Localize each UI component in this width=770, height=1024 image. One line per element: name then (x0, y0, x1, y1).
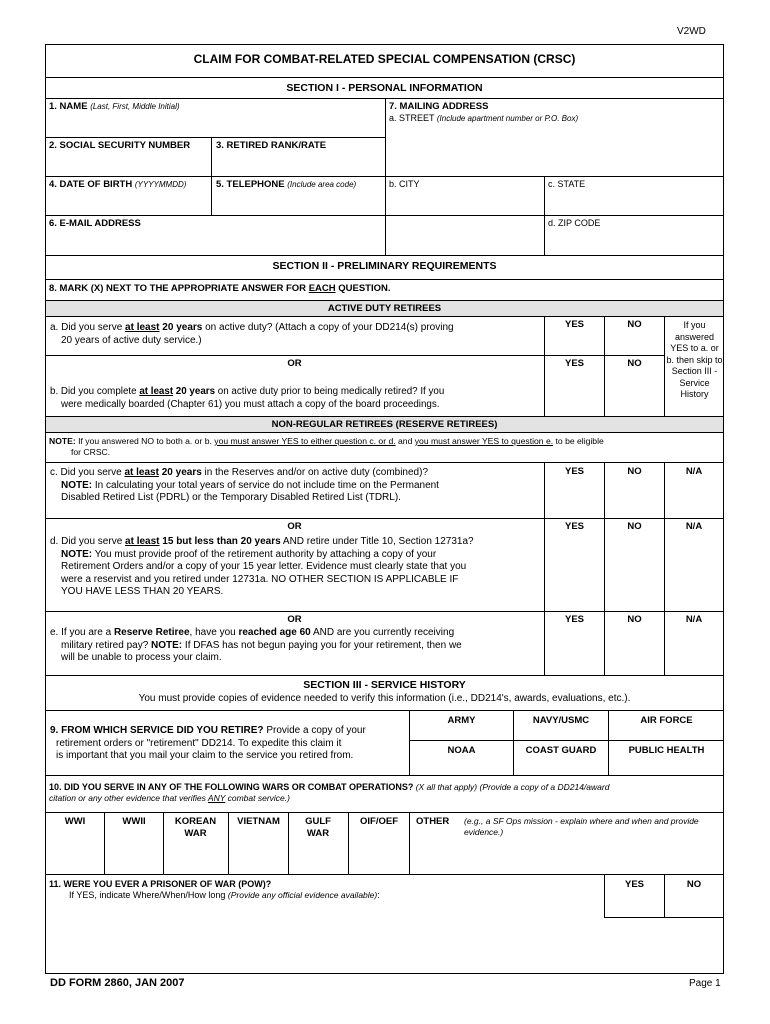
form-title: CLAIM FOR COMBAT-RELATED SPECIAL COMPENSATION (CRSC) (193, 52, 576, 66)
war-korean[interactable]: KOREAN WAR (174, 816, 217, 839)
rank-input[interactable] (212, 152, 384, 175)
war-other[interactable]: OTHER (416, 816, 450, 827)
nonreg-note: NOTE: If you answered NO to both a. or b. you must answer YES to either question c. or d. and you must answer YES to question e. to be eligible for CRSC. (49, 436, 604, 457)
other-hint: (e.g., a SF Ops mission - explain where and when and provide evidence.) (464, 816, 699, 837)
a-no-option[interactable]: NO (627, 319, 642, 330)
e-na-option[interactable]: N/A (685, 614, 703, 625)
d-na-option[interactable]: N/A (685, 521, 703, 532)
or-divider-cd: OR (287, 521, 302, 532)
street-input[interactable] (386, 125, 723, 175)
form-code: V2WD (677, 26, 706, 37)
section1-header: SECTION I - PERSONAL INFORMATION (286, 82, 483, 94)
ssn-input[interactable] (46, 152, 210, 175)
mailing-address-label: 7. MAILING ADDRESS (389, 101, 489, 112)
state-label: c. STATE (548, 179, 586, 189)
phone-input[interactable] (212, 191, 384, 214)
phone-label: 5. TELEPHONE (Include area code) (216, 179, 357, 190)
war-wwii[interactable]: WWII (122, 816, 146, 827)
d-no-option[interactable]: NO (627, 521, 642, 532)
b-yes-option[interactable]: YES (564, 358, 584, 369)
war-gulf[interactable]: GULF WAR (305, 816, 331, 839)
zip-input[interactable] (545, 230, 723, 254)
q8-label: 8. MARK (X) NEXT TO THE APPROPRIATE ANSWER FOR EACH QUESTION. (49, 283, 391, 294)
rank-label: 3. RETIRED RANK/RATE (216, 140, 327, 151)
pow-no-option[interactable]: NO (686, 879, 702, 890)
question-a: a. Did you serve at least 20 years on active duty? (Attach a copy of your DD214(s) proving 20 years of active duty service.) (50, 322, 454, 346)
zip-label: d. ZIP CODE (548, 218, 601, 228)
question-e: e. If you are a Reserve Retiree, have you reached age 60 AND are you currently receiving military retired pay? NOTE: If DFAS has not begun paying you for your retirement, then we will be unable to process your claim. (50, 627, 462, 663)
non-regular-header: NON-REGULAR RETIREES (RESERVE RETIREES) (46, 417, 723, 432)
c-no-option[interactable]: NO (627, 466, 642, 477)
city-input[interactable] (386, 191, 543, 254)
d-yes-option[interactable]: YES (564, 521, 584, 532)
email-input[interactable] (46, 230, 384, 254)
skip-note: If you answered YES to a. or b. then skip to Section III - Service History (666, 320, 723, 399)
active-duty-header: ACTIVE DUTY RETIREES (46, 301, 723, 316)
service-noaa[interactable]: NOAA (447, 745, 476, 756)
email-label: 6. E-MAIL ADDRESS (49, 218, 141, 229)
page-number: Page 1 (689, 978, 721, 989)
question-b: b. Did you complete at least 20 years on active duty prior to being medically retired? If you were medically boarded (Chapter 61) you must attach a copy of the board proceedings. (50, 386, 445, 410)
dob-input[interactable] (46, 191, 210, 214)
pow-details-input[interactable] (46, 905, 602, 971)
service-public-health[interactable]: PUBLIC HEALTH (628, 745, 705, 756)
pow-yes-option[interactable]: YES (624, 879, 644, 890)
service-army[interactable]: ARMY (447, 715, 476, 726)
section3-subheader: You must provide copies of evidence needed to verify this information (i.e., DD214's, awards, evaluations, etc.). (138, 693, 631, 704)
question-d: d. Did you serve at least 15 but less than 20 years AND retire under Title 10, Section 12731a? NOTE: You must provide proof of the retirement authority by attaching a copy of your Retirement Orders and/or a copy of your 15 year letter. Evidence must clearly state that you were a reservist and you retired under 12731a. NO OTHER SECTION IS APPLICABLE IF YOU HAVE LESS THAN 20 YEARS. (50, 536, 474, 597)
c-yes-option[interactable]: YES (564, 466, 584, 477)
service-coast-guard[interactable]: COAST GUARD (525, 745, 597, 756)
ssn-label: 2. SOCIAL SECURITY NUMBER (49, 140, 191, 151)
question-10: 10. DID YOU SERVE IN ANY OF THE FOLLOWING WARS OR COMBAT OPERATIONS? (X all that apply) (Provide a copy of a DD214/award citation or any other evidence that verifies ANY combat service.) (49, 782, 610, 803)
name-field-label: 1. NAME (Last, First, Middle Initial) (49, 101, 180, 112)
form-id: DD FORM 2860, JAN 2007 (50, 977, 185, 989)
war-vietnam[interactable]: VIETNAM (237, 816, 280, 827)
question-11: 11. WERE YOU EVER A PRISONER OF WAR (POW)? If YES, indicate Where/When/How long (Provide any official evidence available): (49, 879, 380, 900)
question-c: c. Did you serve at least 20 years in the Reserves and/or on active duty (combined)? NOTE: In calculating your total years of service do not include time on the Permanent Disabled Retired List (PDRL) or the Temporary Disabled Retired List (TDRL). (50, 467, 439, 503)
or-divider-de: OR (287, 614, 302, 625)
name-input[interactable] (46, 112, 384, 136)
section3-header: SECTION III - SERVICE HISTORY (303, 679, 466, 691)
war-oif-oef[interactable]: OIF/OEF (360, 816, 398, 827)
service-navy-usmc[interactable]: NAVY/USMC (532, 715, 590, 726)
e-yes-option[interactable]: YES (564, 614, 584, 625)
city-label: b. CITY (389, 179, 420, 189)
service-air-force[interactable]: AIR FORCE (640, 715, 693, 726)
c-na-option[interactable]: N/A (685, 466, 703, 477)
a-yes-option[interactable]: YES (564, 319, 584, 330)
or-divider-ab: OR (287, 358, 302, 369)
question-9: 9. FROM WHICH SERVICE DID YOU RETIRE? Provide a copy of your retirement orders or "retirement" DD214. To expedite this claim it is important that you mail your claim to the service you retired from. (50, 725, 366, 761)
b-no-option[interactable]: NO (627, 358, 642, 369)
e-no-option[interactable]: NO (627, 614, 642, 625)
street-label: a. STREET (Include apartment number or P.O. Box) (389, 113, 579, 123)
war-wwi[interactable]: WWI (64, 816, 86, 827)
dob-label: 4. DATE OF BIRTH (YYYYMMDD) (49, 179, 187, 190)
section2-header: SECTION II - PRELIMINARY REQUIREMENTS (272, 260, 497, 272)
state-input[interactable] (545, 191, 723, 214)
